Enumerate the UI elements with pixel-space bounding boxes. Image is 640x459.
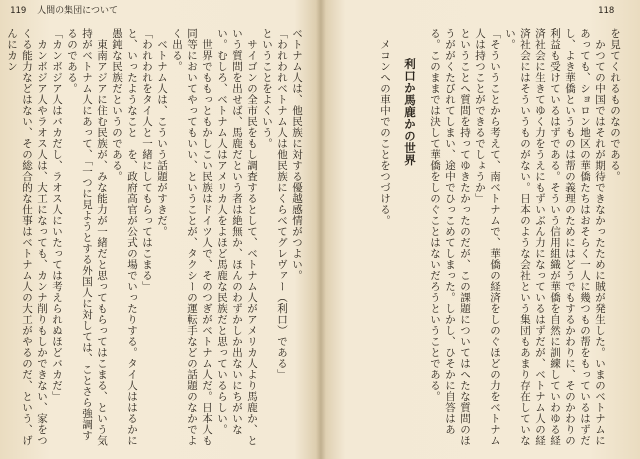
running-head: 人間の集団について (37, 6, 118, 16)
paragraph: サイゴンの全市民をもし調査するとして、ベトナム人がアメリカ人より馬鹿か、という質問を出せば、馬鹿だという者は絶無か、ほんのわずかしか出ないにちがいない。むしろ、ベトナム人はアメリカ人をよほど馬鹿な民族だと思っているらしい。 (216, 28, 258, 446)
paragraph: を見てくれるものなのである。 (609, 28, 621, 182)
paragraph: カンボジア人やラオス人は、大工になっても、カンナ削りもしかできない、家をつくる能力などはない、その総合的な仕事はベトナム人の大工がやるのだ、という、げんにカン (6, 28, 48, 446)
paragraph: 世界でももっともかしこい民族はドイツ人で、そのつぎがベトナム人だ。日本人も同等においてやってもいい、ということが、タクシーの運転手などの話題のなかでよく出る。 (171, 28, 213, 446)
right-page-header (598, 6, 614, 17)
paragraph: 「われわれベトナム人は他民族にくらべてグレヴァー（利口）である」 (276, 28, 288, 380)
paragraph: 「カンボジア人はバカだし、ラオス人にいたっては考えられぬほどバカだ」 (51, 28, 63, 402)
paragraph: 「われわれをタイ人と一緒にしてもらってはこまる」 (141, 28, 153, 292)
paragraph: と、いったようなこと を、政府高官が公式の場でいったりする。タイ人ははるかに愚鈍な民族だというのである。 (111, 28, 138, 446)
page-gutter (316, 0, 326, 459)
paragraph: ということをよくいう。 (261, 28, 273, 149)
left-page-text (6, 28, 304, 448)
paragraph: メコンへの車中でのことをつづける。 (379, 38, 391, 226)
section-heading: 利口か馬鹿かの世界 (403, 58, 417, 166)
paragraph: 「そういうことから考えて、南ベトナムで、華僑の経済をしのぐほどの力をベトナム人は持つことができるでしょうか」 (474, 28, 501, 446)
paragraph: 東南アジアに住む民族が、みな能力が一緒だと思ってもらってはこまる、という気持がベトナム人にあって、「一つに見ようとする外国人に対しては、ことさら強調するのである。 (66, 28, 108, 446)
right-page-number: 118 (598, 6, 615, 16)
left-page-header (10, 6, 118, 17)
paragraph: ベトナム人は、こういう話題がすきだ。 (156, 38, 168, 237)
paragraph: かつての中国ではそれが期待できなかったために賊が発生した。いまのベトナムにあっても、ショロン地区の華僑たちはおそらく一人に幾つもの帮をもっているはずだし、よき華僑というものは帮の義理のためにはどうでもするかわりに、そのかわりの利益も受けているはずである。そういう信用組織が華僑を自然に訓練していわゆる経済社会に生きてゆく力をうえにもずいぶん力になっているはずだが、ベトナム人の経済社会にはそういうものがない。日本のような会社という集団もあまり存在していない。 (504, 28, 606, 446)
left-page-number: 119 (10, 6, 27, 16)
paragraph: ベトナム人は、他民族に対する優越感情がつよい。 (291, 28, 303, 281)
paragraph: ということへ質問を持ってゆきたかったのだが、この課題についてはへたな質問のほうががくたびれてしまい、途中でひっこめてしまった。しかし、ひそかに自答はある。このままでは決して華僑をしのぐことはないだろうということである。 (429, 28, 471, 446)
right-page-text (336, 28, 622, 448)
